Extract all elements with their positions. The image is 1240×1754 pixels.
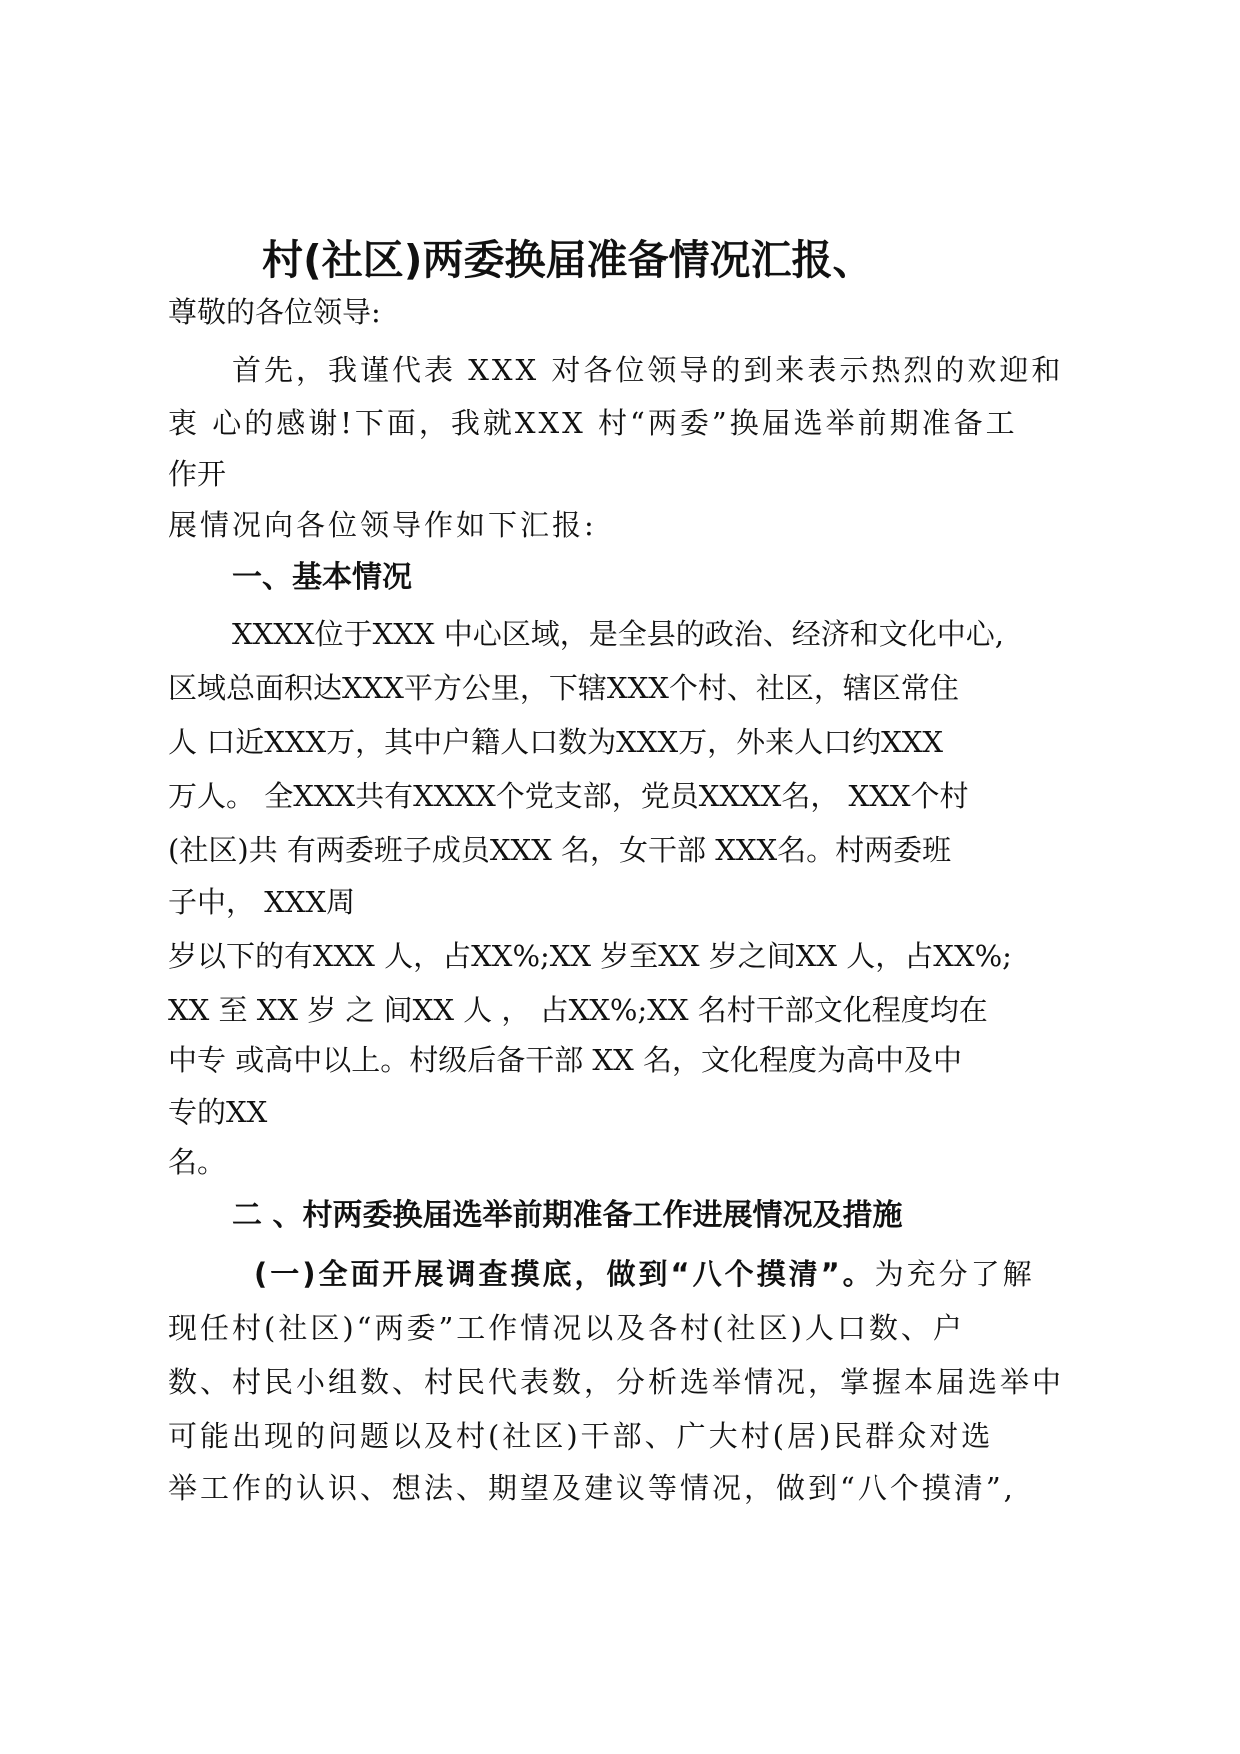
section-heading-basic-situation: 一、基本情况 (232, 560, 412, 595)
salutation: 尊敬的各位领导: (168, 295, 381, 329)
paragraph-line: 专的XX (168, 1095, 268, 1129)
paragraph-text: 为充分了解 (874, 1257, 1035, 1291)
paragraph-line: 子中， XXX周 (168, 885, 356, 919)
paragraph-line: XX 至 XX 岁 之 间XX 人 ， 占XX%;XX 名村干部文化程度均在 (168, 993, 988, 1027)
paragraph-line: 人 口近XXX万，其中户籍人口数为XXX万，外来人口约XXX (168, 725, 944, 759)
subheading-investigation: (一)全面开展调查摸底，做到“八个摸清”。 (254, 1257, 875, 1291)
intro-line: 作开 (168, 457, 227, 491)
document-title: 村(社区)两委换届准备情况汇报、 (262, 236, 874, 284)
intro-line: 首先，我谨代表 XXX 对各位领导的到来表示热烈的欢迎和 (232, 353, 1064, 387)
paragraph-line: 区域总面积达XXX平方公里，下辖XXX个村、社区，辖区常住 (168, 671, 959, 705)
paragraph-line: 举工作的认识、想法、期望及建议等情况，做到“八个摸清”, (168, 1471, 1016, 1505)
paragraph-line: 名。 (168, 1145, 227, 1179)
paragraph-line: 现任村(社区)“两委”工作情况以及各村(社区)人口数、户 (168, 1311, 965, 1345)
section-heading-preparation-progress: 二 、村两委换届选举前期准备工作进展情况及措施 (232, 1198, 903, 1233)
intro-line: 展情况向各位领导作如下汇报: (168, 508, 597, 542)
paragraph-line: 可能出现的问题以及村(社区)干部、广大村(居)民群众对选 (168, 1419, 994, 1453)
paragraph-line (254, 1254, 1035, 1294)
paragraph-line: 中专 或高中以上。村级后备干部 XX 名，文化程度为高中及中 (168, 1043, 962, 1077)
intro-line: 衷 心的感谢!下面，我就XXX 村“两委”换届选举前期准备工 (168, 406, 1018, 440)
paragraph-line: 数、村民小组数、村民代表数，分析选举情况，掌握本届选举中 (168, 1365, 1065, 1399)
paragraph-line: (社区)共 有两委班子成员XXX 名，女干部 XXX名。村两委班 (168, 833, 952, 867)
paragraph-line: 岁以下的有XXX 人，占XX%;XX 岁至XX 岁之间XX 人，占XX%; (168, 939, 1012, 973)
paragraph-line: 万人。 全XXX共有XXXX个党支部，党员XXXX名， XXX个村 (168, 779, 969, 813)
paragraph-line: XXXX位于XXX 中心区域，是全县的政治、经济和文化中心, (232, 617, 1004, 651)
